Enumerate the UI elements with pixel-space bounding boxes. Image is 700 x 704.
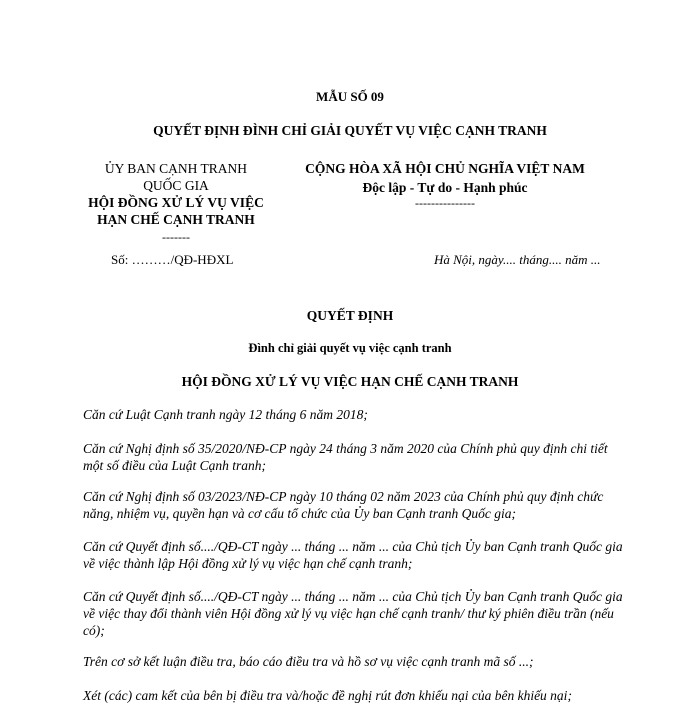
motto-separator: --------------- bbox=[415, 196, 475, 210]
decision-council-name: HỘI ĐỒNG XỬ LÝ VỤ VIỆC HẠN CHẾ CẠNH TRANH bbox=[181, 374, 519, 389]
legal-basis-paragraph: Căn cứ Quyết định số..../QĐ-CT ngày ... tháng ... năm ... của Chủ tịch Ủy ban Cạnh tranh Quốc gia về việc thay đổi thành viên Hội đồng xử lý vụ việc hạn chế cạnh tranh/ thư ký phiên điều trần (nếu có); bbox=[83, 589, 623, 638]
council-name-line2: HẠN CHẾ CẠNH TRANH bbox=[97, 212, 255, 227]
form-number: MẪU SỐ 09 bbox=[316, 89, 384, 104]
legal-basis-paragraph: Căn cứ Nghị định số 35/2020/NĐ-CP ngày 24 tháng 3 năm 2020 của Chính phủ quy định chi tiết một số điều của Luật Cạnh tranh; bbox=[83, 441, 608, 473]
decision-title: QUYẾT ĐỊNH bbox=[306, 308, 394, 323]
document-number: Số: ………/QĐ-HĐXL bbox=[111, 252, 234, 267]
legal-basis-paragraph: Căn cứ Quyết định số..../QĐ-CT ngày ... tháng ... năm ... của Chủ tịch Ủy ban Cạnh tranh Quốc gia về việc thành lập Hội đồng xử lý vụ việc hạn chế cạnh tranh; bbox=[83, 539, 623, 571]
national-motto: Độc lập - Tự do - Hạnh phúc bbox=[362, 180, 528, 195]
issuer-separator: ------- bbox=[162, 230, 190, 244]
agency-name-line2: QUỐC GIA bbox=[143, 178, 209, 193]
decision-subtitle: Đình chỉ giải quyết vụ việc cạnh tranh bbox=[248, 341, 452, 355]
legal-basis-paragraph: Xét (các) cam kết của bên bị điều tra và/hoặc đề nghị rút đơn khiếu nại của bên khiếu nại; bbox=[83, 688, 572, 703]
legal-basis-paragraph: Trên cơ sở kết luận điều tra, báo cáo điều tra và hồ sơ vụ việc cạnh tranh mã số ...; bbox=[83, 654, 534, 669]
form-title: QUYẾT ĐỊNH ĐÌNH CHỈ GIẢI QUYẾT VỤ VIỆC CẠNH TRANH bbox=[153, 123, 547, 138]
agency-name-line1: ỦY BAN CẠNH TRANH bbox=[104, 161, 248, 176]
republic-name: CỘNG HÒA XÃ HỘI CHỦ NGHĨA VIỆT NAM bbox=[305, 161, 585, 176]
legal-basis-paragraph: Căn cứ Luật Cạnh tranh ngày 12 tháng 6 năm 2018; bbox=[83, 407, 368, 422]
legal-basis-paragraph: Căn cứ Nghị định số 03/2023/NĐ-CP ngày 10 tháng 02 năm 2023 của Chính phủ quy định chức năng, nhiệm vụ, quyền hạn và cơ cấu tổ chức của Ủy ban Cạnh tranh Quốc gia; bbox=[83, 489, 604, 521]
place-and-date: Hà Nội, ngày.... tháng.... năm ... bbox=[434, 252, 601, 267]
council-name-line1: HỘI ĐỒNG XỬ LÝ VỤ VIỆC bbox=[88, 195, 264, 210]
